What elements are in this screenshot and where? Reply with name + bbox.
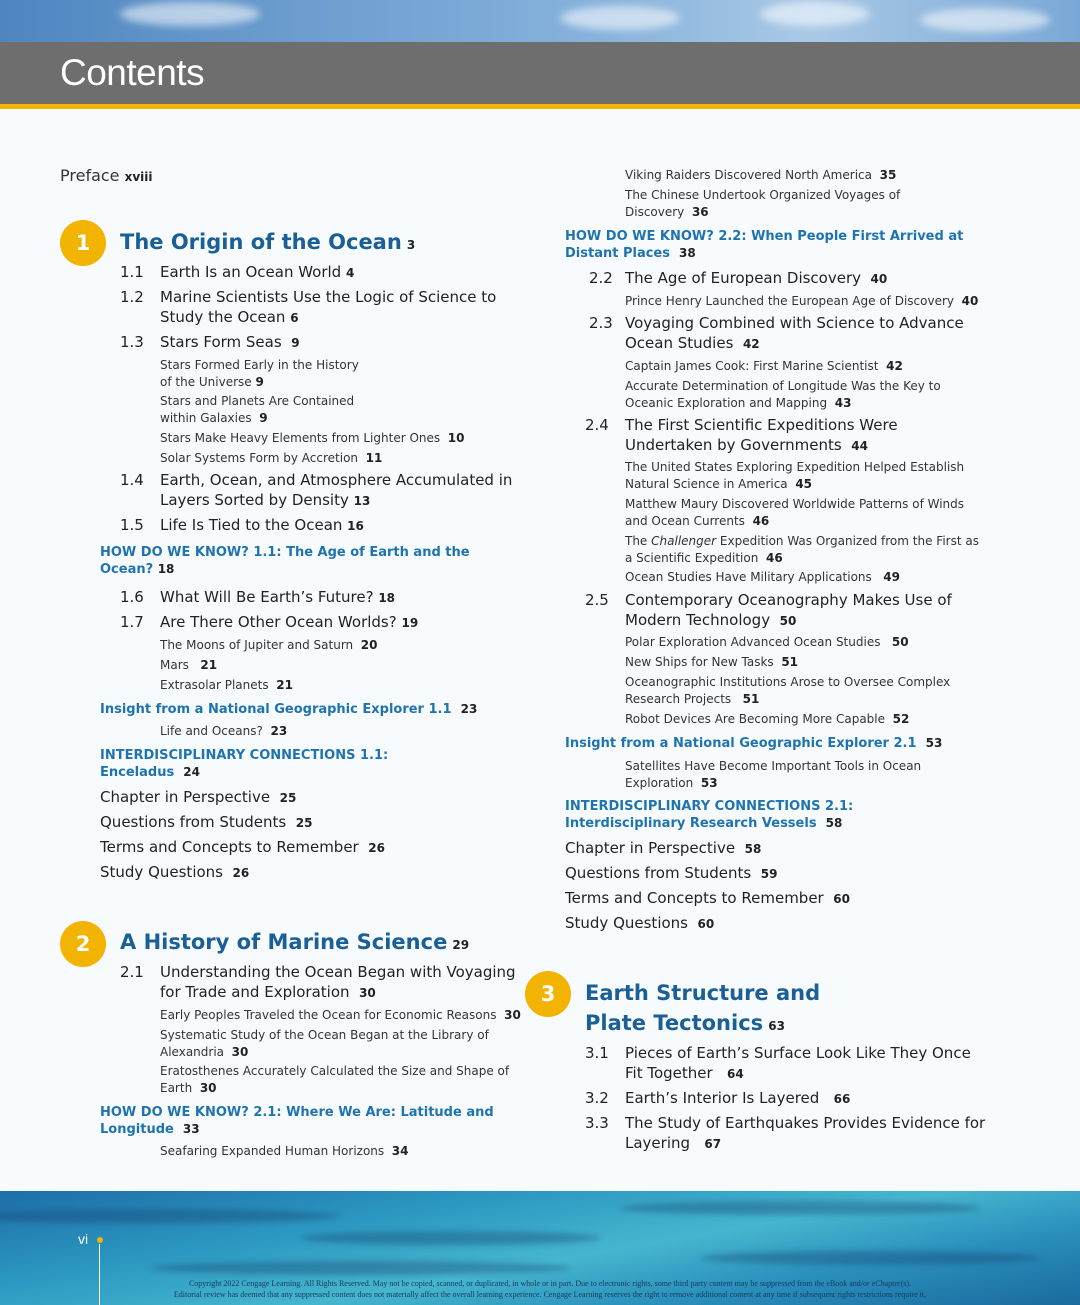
chapter-3-title-line1[interactable]: Earth Structure and [585, 981, 821, 1005]
toc-section-1-2-line2: Study the Ocean 6 [160, 308, 299, 326]
toc-sub-2-3-a[interactable]: Captain James Cook: First Marine Scientist 42 [625, 359, 903, 373]
toc-section-3-1[interactable]: 3.1 [585, 1044, 609, 1062]
toc-chapter-2-questions[interactable]: Questions from Students 59 [565, 864, 778, 882]
toc-section-2-2[interactable]: 2.2 The Age of European Discovery 40 [589, 269, 888, 287]
toc-sub-1-3-c[interactable]: Stars Make Heavy Elements from Lighter Ones 10 [160, 431, 465, 445]
copyright-line-1: Copyright 2022 Cengage Learning. All Rights Reserved. May not be copied, scanned, or duplicated, in whole or in part. Due to electronic rights, some third party content may be suppressed from the eBook and/or eChapter(s). [188, 1279, 912, 1288]
toc-sub-2-5-c[interactable]: Oceanographic Institutions Arose to Oversee Complex Research Projects 51 [625, 675, 951, 706]
toc-sub-2-5-d[interactable]: Robot Devices Are Becoming More Capable 52 [625, 712, 910, 726]
toc-section-3-3-line1: The Study of Earthquakes Provides Evidence for [625, 1114, 986, 1132]
toc-section-1-5[interactable]: 1.5 Life Is Tied to the Ocean 16 [120, 516, 364, 534]
toc-sub-2-2-a[interactable]: Prince Henry Launched the European Age of Discovery 40 [625, 294, 979, 308]
toc-sub-2-1-f[interactable]: The Chinese Undertook Organized Voyages of Discovery 36 [625, 188, 901, 219]
toc-sub-1-3-a[interactable]: Stars Formed Early in the History of the Universe 9 [160, 358, 359, 389]
toc-chapter-1-perspective[interactable]: Chapter in Perspective 25 [100, 788, 297, 806]
toc-interdisciplinary-1-1[interactable]: INTERDISCIPLINARY CONNECTIONS 1.1: Enceladus 24 [100, 748, 389, 780]
toc-sub-2-4-c[interactable]: The Challenger Expedition Was Organized from the First as a Scientific Expedition 46 [625, 534, 979, 565]
toc-sub-1-7-a[interactable]: The Moons of Jupiter and Saturn 20 [160, 638, 378, 652]
toc-chapter-1-terms[interactable]: Terms and Concepts to Remember 26 [100, 838, 385, 856]
copyright-line-2: Editorial review has deemed that any suppressed content does not materially affect the overall learning experience. Cengage Learning reserves the right to remove additional content at any time if subsequent rights restrictions require it. [173, 1290, 927, 1299]
page-number-rule [99, 1244, 100, 1305]
toc-how-do-we-know-2-1[interactable]: HOW DO WE KNOW? 2.1: Where We Are: Latitude and Longitude 33 [100, 1105, 494, 1137]
toc-insight-1-1-sub[interactable]: Life and Oceans? 23 [160, 724, 288, 738]
toc-chapter-1-study[interactable]: Study Questions 26 [100, 863, 250, 881]
toc-sub-2-5-a[interactable]: Polar Exploration Advanced Ocean Studies 50 [625, 635, 909, 649]
toc-section-2-4-line1: The First Scientific Expeditions Were [625, 416, 898, 434]
toc-how-do-we-know-2-2[interactable]: HOW DO WE KNOW? 2.2: When People First Arrived at Distant Places 38 [565, 229, 964, 261]
toc-sub-2-1-c[interactable]: Eratosthenes Accurately Calculated the Size and Shape of Earth 30 [160, 1064, 510, 1095]
toc-section-2-3-line1: Voyaging Combined with Science to Advance [625, 314, 964, 332]
toc-section-3-3[interactable]: 3.3 [585, 1114, 609, 1132]
toc-chapter-2-study[interactable]: Study Questions 60 [565, 914, 715, 932]
toc-section-2-1-line2: for Trade and Exploration 30 [160, 983, 376, 1001]
toc-preface[interactable]: Preface xviii [60, 166, 153, 185]
toc-section-2-1-line1: Understanding the Ocean Began with Voyaging [160, 963, 516, 981]
toc-section-3-2[interactable]: 3.2 Earth’s Interior Is Layered 66 [585, 1089, 851, 1107]
toc-sub-2-5-b[interactable]: New Ships for New Tasks 51 [625, 655, 799, 669]
sky-banner [0, 0, 1080, 42]
toc-section-2-3-line2: Ocean Studies 42 [625, 334, 760, 352]
page-number: vi [78, 1231, 89, 1247]
toc-sub-2-3-b[interactable]: Accurate Determination of Longitude Was the Key to Oceanic Exploration and Mapping 43 [625, 379, 941, 410]
page-title: Contents [60, 52, 205, 93]
toc-section-1-7[interactable]: 1.7 Are There Other Ocean Worlds? 19 [120, 613, 419, 631]
chapter-2-title[interactable]: A History of Marine Science 29 [120, 930, 470, 954]
toc-section-2-5[interactable]: 2.5 [585, 591, 609, 609]
toc-section-1-4[interactable]: 1.4 [120, 471, 144, 489]
toc-sub-1-7-c[interactable]: Extrasolar Planets 21 [160, 678, 293, 692]
toc-section-1-2-line1: Marine Scientists Use the Logic of Science to [160, 288, 497, 306]
toc-sub-1-3-d[interactable]: Solar Systems Form by Accretion 11 [160, 451, 383, 465]
toc-sub-1-3-b[interactable]: Stars and Planets Are Contained within Galaxies 9 [160, 394, 355, 425]
toc-section-3-1-line2: Fit Together 64 [625, 1064, 744, 1082]
chapter-2-badge: 2 [60, 921, 106, 967]
chapter-1-title[interactable]: The Origin of the Ocean 3 [120, 230, 416, 254]
toc-chapter-2-terms[interactable]: Terms and Concepts to Remember 60 [565, 889, 850, 907]
toc-section-2-5-line2: Modern Technology 50 [625, 611, 797, 629]
toc-sub-2-1-e[interactable]: Viking Raiders Discovered North America 35 [625, 168, 897, 182]
toc-interdisciplinary-2-1[interactable]: INTERDISCIPLINARY CONNECTIONS 2.1: Interdisciplinary Research Vessels 58 [565, 799, 854, 831]
page-number-dot [97, 1237, 103, 1243]
toc-chapter-2-perspective[interactable]: Chapter in Perspective 58 [565, 839, 762, 857]
toc-insight-1-1[interactable]: Insight from a National Geographic Explorer 1.1 23 [100, 702, 478, 717]
toc-section-1-2[interactable]: 1.2 [120, 288, 144, 306]
toc-insight-2-1[interactable]: Insight from a National Geographic Explorer 2.1 53 [565, 736, 943, 751]
toc-section-2-5-line1: Contemporary Oceanography Makes Use of [625, 591, 952, 609]
chapter-3-badge: 3 [525, 971, 571, 1017]
toc-section-3-3-line2: Layering 67 [625, 1134, 722, 1152]
toc-sub-2-4-b[interactable]: Matthew Maury Discovered Worldwide Patterns of Winds and Ocean Currents 46 [625, 497, 965, 528]
toc-section-2-1[interactable]: 2.1 [120, 963, 144, 981]
toc-section-1-6[interactable]: 1.6 What Will Be Earth’s Future? 18 [120, 588, 396, 606]
toc-sub-2-4-d[interactable]: Ocean Studies Have Military Applications 49 [625, 570, 900, 584]
toc-section-1-4-line1: Earth, Ocean, and Atmosphere Accumulated in [160, 471, 513, 489]
toc-section-1-3[interactable]: 1.3 Stars Form Seas 9 [120, 333, 300, 351]
toc-section-2-4[interactable]: 2.4 [585, 416, 609, 434]
title-bar [0, 42, 1080, 104]
toc-sub-2-1-a[interactable]: Early Peoples Traveled the Ocean for Economic Reasons 30 [160, 1008, 521, 1022]
chapter-3-title-line2[interactable]: Plate Tectonics 63 [585, 1011, 785, 1035]
toc-how-do-we-know-1-1[interactable]: HOW DO WE KNOW? 1.1: The Age of Earth and the Ocean? 18 [100, 545, 470, 577]
chapter-1-badge: 1 [60, 220, 106, 266]
toc-sub-2-1-b[interactable]: Systematic Study of the Ocean Began at the Library of Alexandria 30 [160, 1028, 489, 1059]
toc-section-2-4-line2: Undertaken by Governments 44 [625, 436, 868, 454]
toc-section-2-3[interactable]: 2.3 [589, 314, 613, 332]
toc-sub-1-7-b[interactable]: Mars 21 [160, 658, 218, 672]
toc-sub-2-1-d[interactable]: Seafaring Expanded Human Horizons 34 [160, 1144, 409, 1158]
toc-chapter-1-questions[interactable]: Questions from Students 25 [100, 813, 313, 831]
toc-insight-2-1-sub[interactable]: Satellites Have Become Important Tools in Ocean Exploration 53 [625, 759, 922, 790]
toc-section-3-1-line1: Pieces of Earth’s Surface Look Like They Once [625, 1044, 971, 1062]
toc-section-1-4-line2: Layers Sorted by Density 13 [160, 491, 371, 509]
toc-sub-2-4-a[interactable]: The United States Exploring Expedition Helped Establish Natural Science in America 45 [625, 460, 965, 491]
toc-section-1-1[interactable]: 1.1 Earth Is an Ocean World 4 [120, 263, 355, 281]
